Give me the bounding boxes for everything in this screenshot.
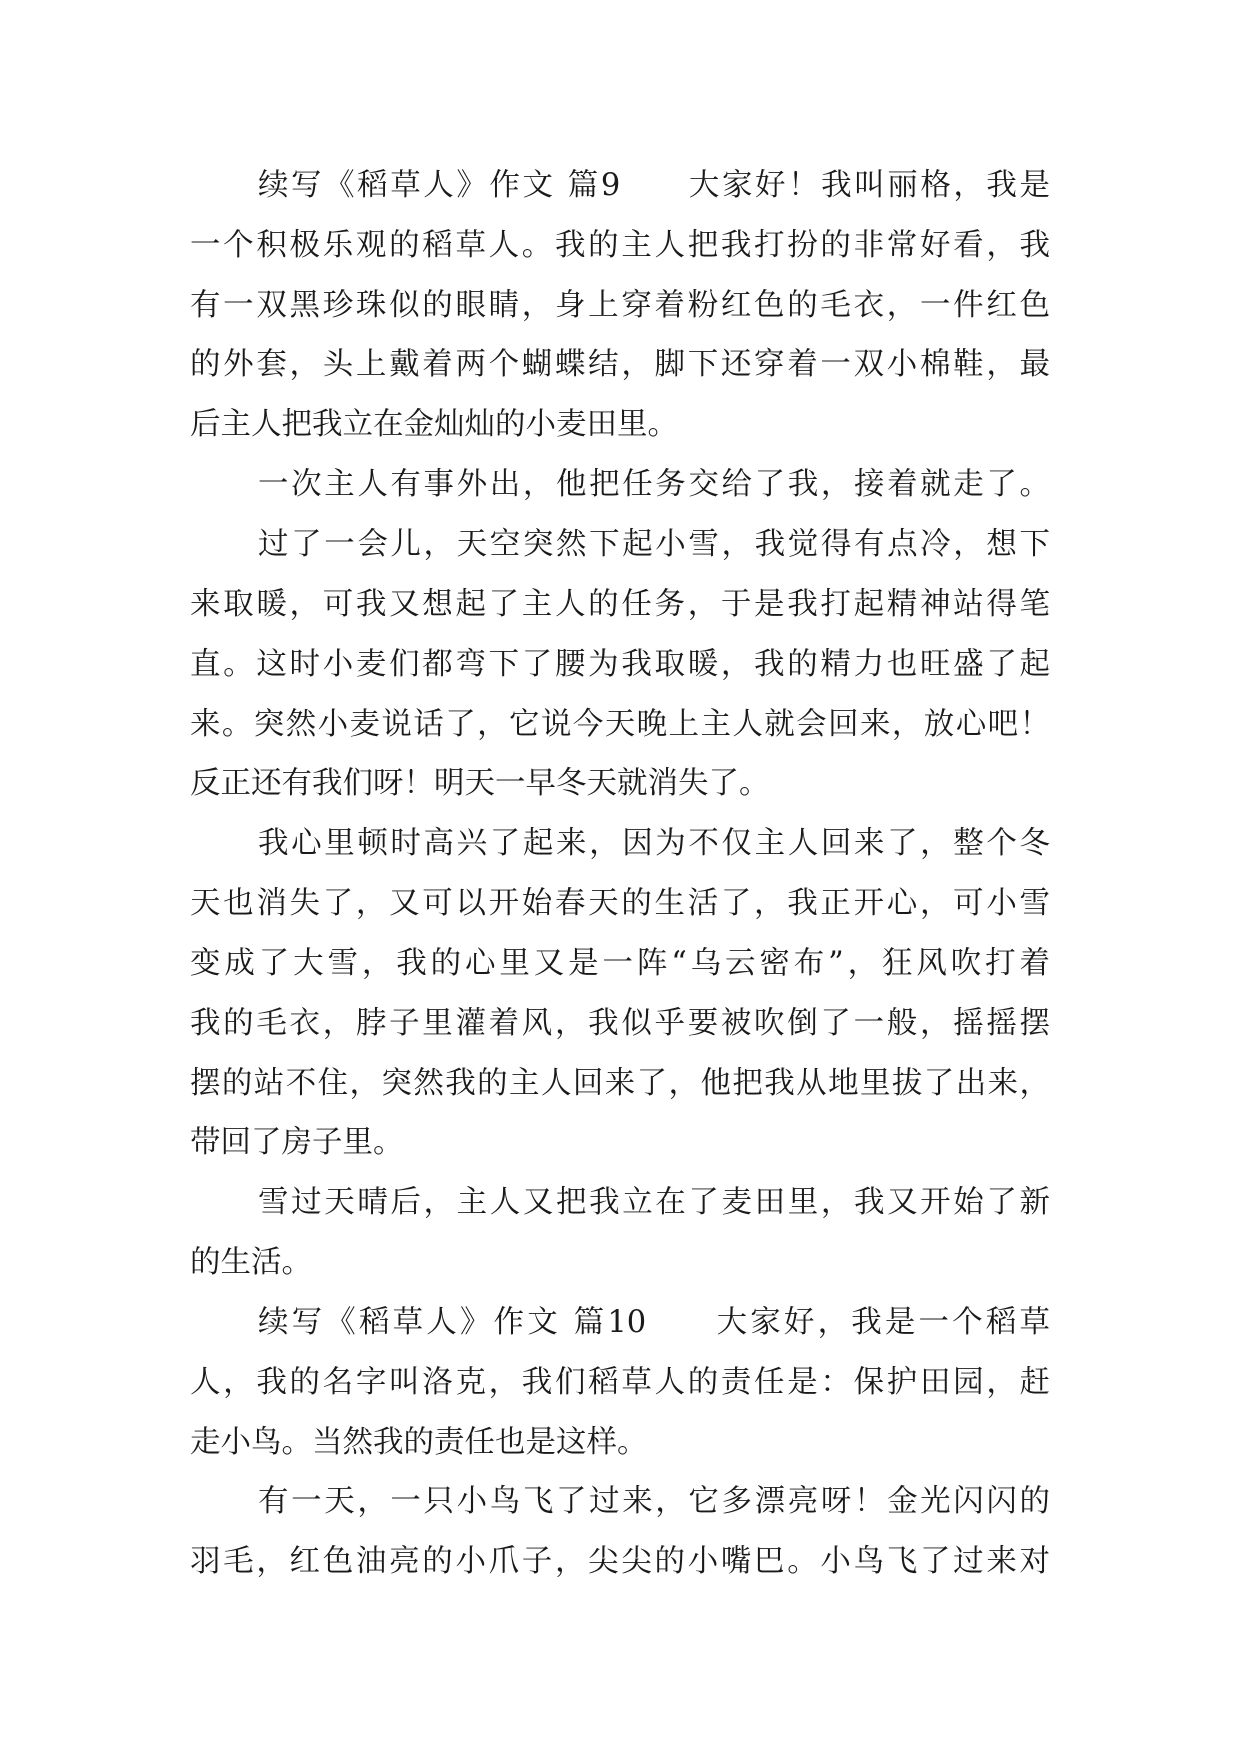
text-line: 我的毛衣，脖子里灌着风，我似乎要被吹倒了一般，摇摇摆 [190,1006,1050,1041]
text-line: 过了一会儿，天空突然下起小雪，我觉得有点冷，想下 [258,527,1050,562]
text-line: 天也消失了，又可以开始春天的生活了，我正开心，可小雪 [190,886,1050,921]
text-line: 的生活。 [190,1245,312,1280]
text-line: 摆的站不住，突然我的主人回来了，他把我从地里拔了出来， [190,1066,1050,1101]
text-line: 雪过天晴后，主人又把我立在了麦田里，我又开始了新 [258,1185,1050,1220]
text-line: 变成了大雪，我的心里又是一阵“乌云密布”，狂风吹打着 [190,946,1050,981]
text-line: 一次主人有事外出，他把任务交给了我，接着就走了。 [258,467,1050,502]
text-line: 的外套，头上戴着两个蝴蝶结，脚下还穿着一双小棉鞋，最 [190,347,1050,382]
text-line: 羽毛，红色油亮的小爪子，尖尖的小嘴巴。小鸟飞了过来对 [190,1544,1050,1579]
document-page [190,0,1060,1754]
text-line: 来。突然小麦说话了，它说今天晚上主人就会回来，放心吧！ [190,707,1050,742]
text-line: 一个积极乐观的稻草人。我的主人把我打扮的非常好看，我 [190,228,1050,263]
text-line: 有一天，一只小鸟飞了过来，它多漂亮呀！金光闪闪的 [258,1484,1050,1519]
text-line: 续写《稻草人》作文 篇9 大家好！我叫丽格，我是 [258,168,1050,203]
text-line: 反正还有我们呀！明天一早冬天就消失了。 [190,766,770,801]
text-line: 带回了房子里。 [190,1125,404,1160]
text-line: 直。这时小麦们都弯下了腰为我取暖，我的精力也旺盛了起 [190,647,1050,682]
text-line: 走小鸟。当然我的责任也是这样。 [190,1425,648,1460]
text-line: 来取暖，可我又想起了主人的任务，于是我打起精神站得笔 [190,587,1050,622]
text-line: 有一双黑珍珠似的眼睛，身上穿着粉红色的毛衣，一件红色 [190,288,1050,323]
text-line: 续写《稻草人》作文 篇10 大家好，我是一个稻草 [258,1305,1050,1340]
text-line: 我心里顿时高兴了起来，因为不仅主人回来了，整个冬 [258,826,1050,861]
text-line: 后主人把我立在金灿灿的小麦田里。 [190,407,678,442]
text-line: 人，我的名字叫洛克，我们稻草人的责任是：保护田园，赶 [190,1365,1050,1400]
